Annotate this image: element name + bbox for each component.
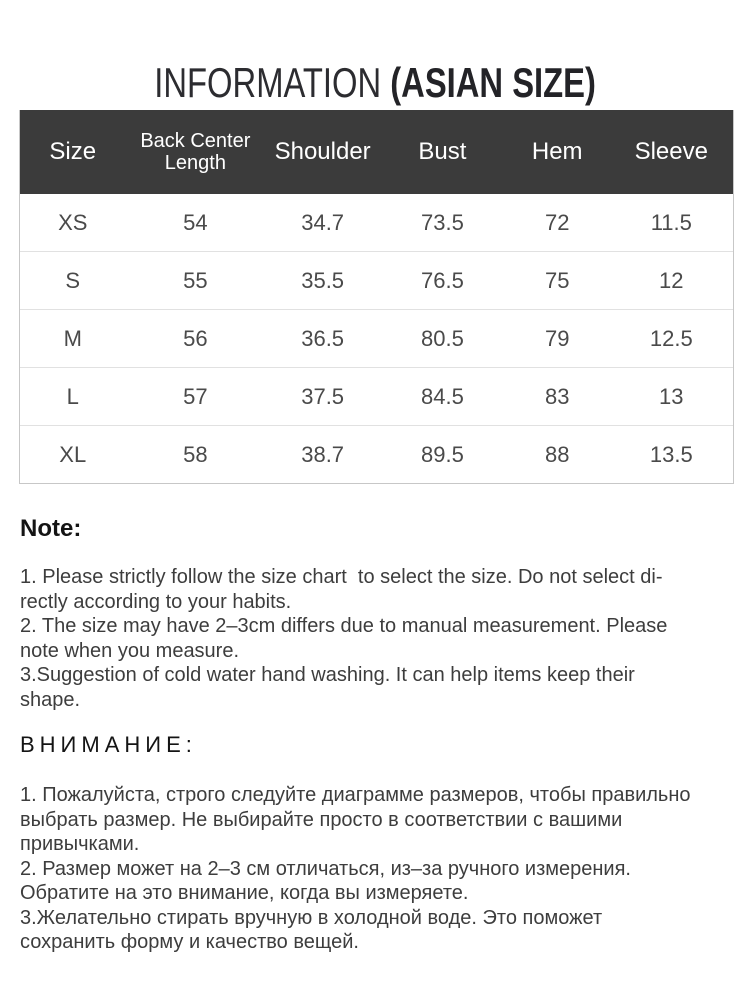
- cell-hem: 75: [505, 252, 610, 310]
- attention-text: [20, 783, 734, 955]
- cell-back-center-length: 57: [126, 368, 266, 426]
- note-line: 1. Please strictly follow the size chart to select the size. Do not select di-: [20, 566, 663, 588]
- cell-bust: 73.5: [421, 209, 464, 235]
- header-cell-hem: Hem: [505, 110, 610, 194]
- size-table: [20, 110, 733, 483]
- cell-sleeve: 13.5: [610, 426, 733, 484]
- note-line: rectly according to your habits.: [20, 590, 292, 613]
- attention-line: 3.Желательно стирать вручную в холодной воде. Это поможет: [20, 906, 603, 929]
- cell-back-center-length: 56: [126, 310, 266, 368]
- cell-bust: 84.5: [380, 368, 505, 426]
- cell-hem: 72: [544, 209, 570, 235]
- cell-bust: 89.5: [380, 426, 505, 484]
- page-title-regular: INFORMATION: [154, 59, 391, 107]
- attention-line: привычками.: [20, 833, 140, 855]
- cell-bust: 76.5: [380, 252, 505, 310]
- page-title-bold: (ASIAN SIZE): [390, 59, 596, 107]
- cell-sleeve: 12.5: [610, 310, 733, 368]
- cell-hem: 83: [505, 368, 610, 426]
- cell-hem: 88: [505, 426, 610, 484]
- attention-line: 2. Размер может на 2–3 см отличаться, из–за ручного измерения.: [20, 857, 631, 880]
- page-title: [154, 60, 596, 106]
- cell-shoulder: 37.5: [265, 368, 380, 426]
- cell-size: M: [20, 310, 126, 368]
- note-text: [20, 565, 734, 712]
- attention-line: сохранить форму и качество вещей.: [20, 931, 359, 953]
- table-row-xl: [20, 426, 733, 484]
- table-row-s: [20, 252, 733, 310]
- header-cell-shoulder: Shoulder: [265, 110, 380, 194]
- cell-sleeve: 12: [610, 252, 733, 310]
- attention-section: [20, 731, 734, 955]
- cell-size: L: [20, 368, 126, 426]
- cell-back-center-length: 55: [126, 252, 266, 310]
- attention-line: выбрать размер. Не выбирайте просто в соответствии с вашими: [20, 808, 623, 831]
- cell-sleeve: 13: [610, 368, 733, 426]
- attention-line: 1. Пожалуйста, строго следуйте диаграмме размеров, чтобы правильно: [20, 784, 691, 806]
- cell-shoulder: 35.5: [265, 252, 380, 310]
- cell-size: XS: [58, 209, 88, 235]
- attention-heading: ВНИМАНИЕ:: [20, 732, 197, 757]
- note-line: shape.: [20, 688, 81, 711]
- header-cell-back-center-length: Back Center Length: [126, 110, 266, 194]
- cell-shoulder: 36.5: [265, 310, 380, 368]
- size-table-container: [19, 110, 734, 484]
- note-section: [20, 514, 734, 712]
- cell-back-center-length: 58: [126, 426, 266, 484]
- cell-back-center-length: 54: [183, 209, 208, 235]
- cell-size: XL: [20, 426, 126, 484]
- cell-shoulder: 34.7: [301, 209, 345, 235]
- header-cell-bust: Bust: [380, 110, 505, 194]
- header-cell-sleeve: Sleeve: [610, 110, 733, 194]
- cell-sleeve: 11.5: [650, 209, 692, 235]
- cell-size: S: [20, 252, 126, 310]
- table-row-xs: [20, 194, 733, 252]
- note-line: note when you measure.: [20, 639, 240, 662]
- table-header-row: [20, 110, 733, 194]
- table-row-m: [20, 310, 733, 368]
- header-cell-size: Size: [20, 110, 126, 194]
- cell-shoulder: 38.7: [265, 426, 380, 484]
- attention-line: Обратите на это внимание, когда вы измеряете.: [20, 882, 469, 904]
- note-line: 2. The size may have 2–3cm differs due to manual measurement. Please: [20, 615, 668, 637]
- note-heading: Note:: [20, 515, 82, 542]
- cell-bust: 80.5: [380, 310, 505, 368]
- note-line: 3.Suggestion of cold water hand washing. It can help items keep their: [20, 664, 635, 686]
- table-row-l: [20, 368, 733, 426]
- cell-hem: 79: [505, 310, 610, 368]
